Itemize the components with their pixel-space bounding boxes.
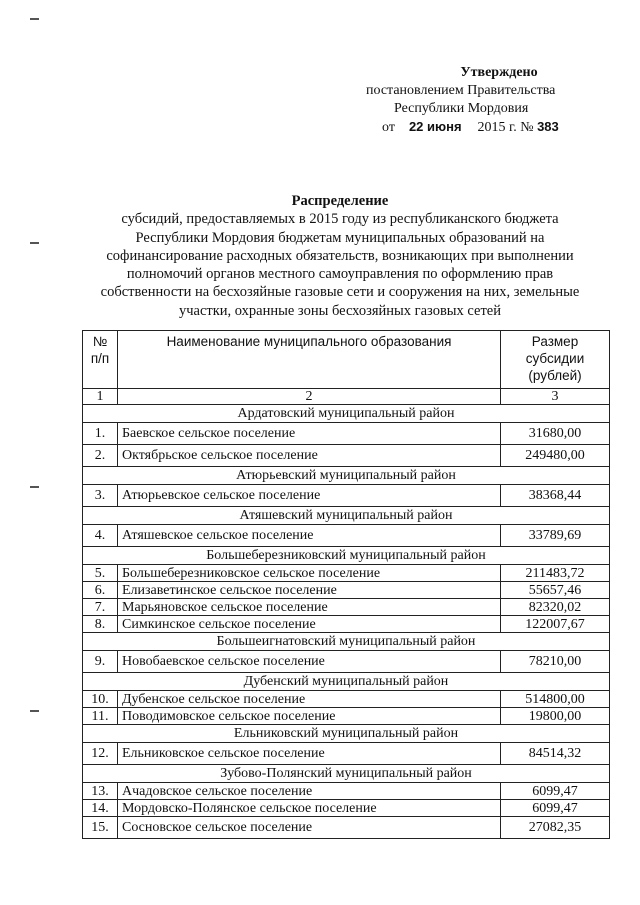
- title-line: полномочий органов местного самоуправления по оформлению прав: [126, 266, 554, 283]
- row-name: Новобаевское сельское поселение: [118, 651, 501, 673]
- margin-mark: [30, 710, 39, 712]
- region-row: [83, 673, 610, 691]
- row-name: Большеберезниковское сельское поселение: [118, 565, 501, 582]
- table-row: [83, 485, 610, 507]
- table-row: [83, 445, 610, 467]
- row-num: 3.: [83, 485, 118, 507]
- row-sum: 38368,44: [501, 485, 610, 507]
- row-num: 12.: [83, 743, 118, 765]
- row-num: 6.: [83, 582, 118, 599]
- table-row: [83, 423, 610, 445]
- region-name: Дубенский муниципальный район: [83, 673, 610, 691]
- row-sum: 514800,00: [501, 691, 610, 708]
- region-row: [83, 725, 610, 743]
- row-name: Мордовско-Полянское сельское поселение: [118, 800, 501, 817]
- table-row: [83, 651, 610, 673]
- row-sum: 27082,35: [501, 817, 610, 839]
- row-num: 2.: [83, 445, 118, 467]
- title-line: собственности на бесхозяйные газовые сети и сооружения на них, земельные: [100, 284, 580, 301]
- title-line: Республики Мордовия бюджетам муниципальных образований на: [135, 229, 545, 246]
- row-name: Атюрьевское сельское поселение: [118, 485, 501, 507]
- row-name: Поводимовское сельское поселение: [118, 708, 501, 725]
- header-sum: [501, 331, 610, 389]
- row-name: Баевское сельское поселение: [118, 423, 501, 445]
- row-sum: 122007,67: [501, 616, 610, 633]
- margin-mark: [30, 242, 39, 244]
- margin-mark: [30, 486, 39, 488]
- title-line: участки, охранные зоны бесхозяйных газовых сетей: [178, 302, 501, 319]
- table-row: [83, 525, 610, 547]
- row-num: 13.: [83, 783, 118, 800]
- table-index-row: [83, 389, 610, 405]
- row-sum: 84514,32: [501, 743, 610, 765]
- region-name: Ельниковский муниципальный район: [83, 725, 610, 743]
- row-name: Сосновское сельское поселение: [118, 817, 501, 839]
- region-row: [83, 547, 610, 565]
- header-sum-line: субсидии: [525, 351, 585, 366]
- row-sum: 55657,46: [501, 582, 610, 599]
- region-row: [83, 633, 610, 651]
- header-name: Наименование муниципального образования: [118, 331, 501, 389]
- row-sum: 6099,47: [501, 800, 610, 817]
- date-prefix: от: [382, 120, 395, 135]
- title-line: субсидий, предоставляемых в 2015 году из республиканского бюджета: [121, 211, 559, 228]
- decree-number: 383: [537, 119, 559, 134]
- subsidy-table: [82, 330, 610, 839]
- region-name: Большеберезниковский муниципальный район: [83, 547, 610, 565]
- table-row: [83, 800, 610, 817]
- region-name: Атяшевский муниципальный район: [83, 507, 610, 525]
- region-name: Атюрьевский муниципальный район: [83, 467, 610, 485]
- header-sum-line: (рублей): [528, 368, 582, 383]
- table-row: [83, 708, 610, 725]
- table-row: [83, 565, 610, 582]
- approval-block: [362, 64, 632, 137]
- row-num: 11.: [83, 708, 118, 725]
- row-num: 15.: [83, 817, 118, 839]
- index-cell: 1: [83, 389, 118, 405]
- row-name: Марьяновское сельское поселение: [118, 599, 501, 616]
- row-num: 7.: [83, 599, 118, 616]
- date-day-month: 22 июня: [408, 119, 462, 134]
- row-sum: 78210,00: [501, 651, 610, 673]
- margin-mark: [30, 18, 39, 20]
- row-sum: 31680,00: [501, 423, 610, 445]
- approval-date-line: [362, 118, 632, 137]
- row-name: Симкинское сельское поселение: [118, 616, 501, 633]
- table-row: [83, 582, 610, 599]
- approval-line-2: Республики Мордовия: [394, 101, 529, 116]
- table-row: [83, 743, 610, 765]
- row-sum: 19800,00: [501, 708, 610, 725]
- region-row: [83, 467, 610, 485]
- title-line: софинансирование расходных обязательств, возникающих при выполнении: [106, 247, 574, 264]
- approval-line-1: постановлением Правительства: [366, 83, 556, 98]
- header-num: [83, 331, 118, 389]
- row-sum: 211483,72: [501, 565, 610, 582]
- region-name: Ардатовский муниципальный район: [83, 405, 610, 423]
- table-row: [83, 616, 610, 633]
- row-sum: 6099,47: [501, 783, 610, 800]
- row-name: Ачадовское сельское поселение: [118, 783, 501, 800]
- row-num: 8.: [83, 616, 118, 633]
- header-sum-line: Размер: [531, 334, 579, 349]
- row-sum: 33789,69: [501, 525, 610, 547]
- row-sum: 249480,00: [501, 445, 610, 467]
- row-num: 5.: [83, 565, 118, 582]
- table-header-row: [83, 331, 610, 389]
- header-num-line: №: [92, 334, 108, 349]
- region-name: Большеигнатовский муниципальный район: [83, 633, 610, 651]
- index-cell: 2: [118, 389, 501, 405]
- region-row: [83, 405, 610, 423]
- row-num: 1.: [83, 423, 118, 445]
- row-name: Ельниковское сельское поселение: [118, 743, 501, 765]
- row-name: Октябрьское сельское поселение: [118, 445, 501, 467]
- header-num-line: п/п: [90, 351, 110, 366]
- region-name: Зубово-Полянский муниципальный район: [83, 765, 610, 783]
- row-name: Атяшевское сельское поселение: [118, 525, 501, 547]
- table-row: [83, 817, 610, 839]
- table-row: [83, 599, 610, 616]
- row-name: Дубенское сельское поселение: [118, 691, 501, 708]
- approval-heading: Утверждено: [460, 65, 538, 80]
- document-title: [80, 192, 600, 320]
- table-row: [83, 783, 610, 800]
- row-sum: 82320,02: [501, 599, 610, 616]
- row-num: 4.: [83, 525, 118, 547]
- row-num: 9.: [83, 651, 118, 673]
- date-year: 2015 г. №: [477, 120, 534, 135]
- row-num: 10.: [83, 691, 118, 708]
- row-num: 14.: [83, 800, 118, 817]
- region-row: [83, 765, 610, 783]
- row-name: Елизаветинское сельское поселение: [118, 582, 501, 599]
- title-heading: Распределение: [291, 193, 389, 209]
- index-cell: 3: [501, 389, 610, 405]
- table-row: [83, 691, 610, 708]
- region-row: [83, 507, 610, 525]
